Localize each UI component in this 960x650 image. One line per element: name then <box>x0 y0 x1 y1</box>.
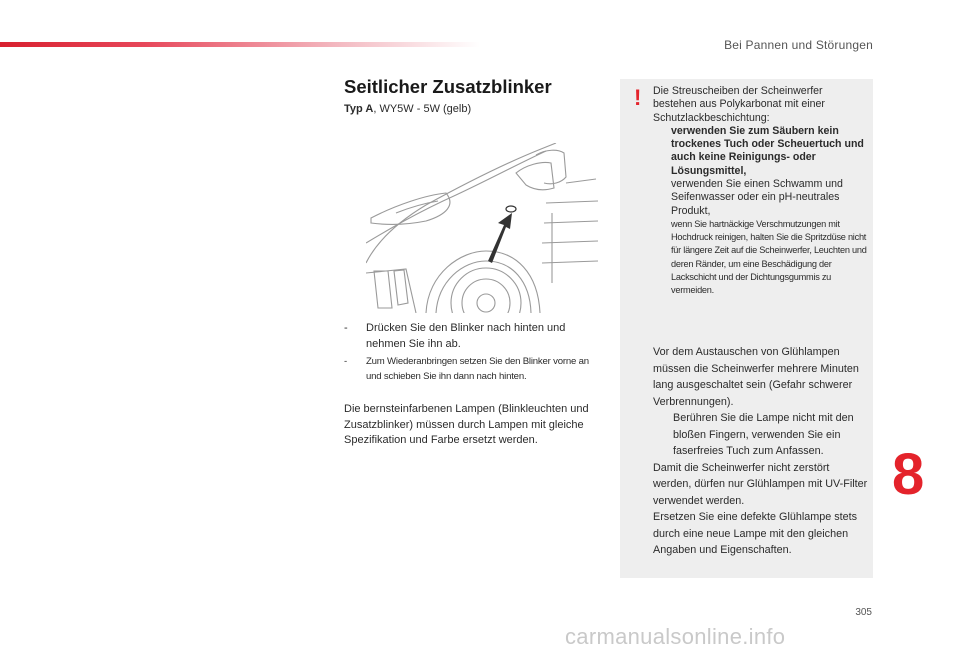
info-paragraph: Ersetzen Sie eine defekte Glühlampe stets durch eine neue Lampe mit den gleichen Angaben und Eigenschaften. <box>653 511 858 556</box>
info-paragraph: Damit die Scheinwerfer nicht zerstört werden, dürfen nur Glühlampen mit UV-Filter verwendet werden. <box>653 461 868 507</box>
bulb-type-line <box>344 103 471 115</box>
warning-icon: ! <box>634 85 642 110</box>
amber-lamp-note: Die bernsteinfarbenen Lampen (Blinkleuchten und Zusatzblinker) müssen durch Lampen mit gleiche Spezifikation und Farbe ersetzt werden. <box>344 403 589 446</box>
step-marker: - <box>344 322 348 334</box>
header-accent-bar <box>0 42 480 47</box>
side-indicator-illustration <box>366 143 598 313</box>
bullet-text: wenn Sie hartnäckige Verschmutzungen mit Hochdruck reinigen, halten Sie die Spritzdüse nicht für längere Zeit auf die Scheinwerfer, Leuchten und deren Ränder, um eine Beschädigung der Lackschicht und der Dichtungsgummis zu vermeiden. <box>671 218 867 295</box>
bullet-marker-icon <box>653 410 673 460</box>
list-item <box>653 125 867 178</box>
list-item <box>653 218 867 297</box>
steps-list <box>344 320 606 386</box>
warning-intro: Die Streuscheiben der Scheinwerfer bestehen aus Polykarbonat mit einer Schutzlackbeschichtung: <box>653 85 825 124</box>
step-text: Zum Wiederanbringen setzen Sie den Blinker vorne an und schieben Sie ihn dann nach hinten. <box>366 356 589 382</box>
list-item <box>344 320 606 352</box>
warning-bullets <box>653 125 867 297</box>
list-item <box>653 178 867 218</box>
bulb-type-label: Typ A <box>344 103 374 115</box>
bullet-text: Berühren Sie die Lampe nicht mit den bloßen Fingern, verwenden Sie ein faserfreies Tuch zum Anfassen. <box>673 412 854 457</box>
bullet-marker-icon <box>653 218 671 297</box>
page-title: Seitlicher Zusatzblinker <box>344 76 552 97</box>
bullet-text: verwenden Sie einen Schwamm und Seifenwasser oder ein pH-neutrales Produkt, <box>671 178 843 217</box>
info-intro: Vor dem Austauschen von Glühlampen müssen die Scheinwerfer mehrere Minuten lang ausgeschaltet sein (Gefahr schwerer Verbrennungen). <box>653 346 859 408</box>
bullet-marker-icon <box>653 125 671 178</box>
chapter-number: 8 <box>892 442 925 507</box>
watermark: carmanualsonline.info <box>565 624 786 649</box>
step-marker: - <box>344 356 347 367</box>
bulb-handling-info <box>653 344 869 559</box>
warning-box <box>620 79 873 578</box>
list-item <box>653 410 869 460</box>
bullet-text: verwenden Sie zum Säubern kein trockenes Tuch oder Scheuertuch und auch keine Reinigungs- oder Lösungsmittel, <box>671 124 864 177</box>
section-title: Bei Pannen und Störungen <box>724 38 873 52</box>
step-text: Drücken Sie den Blinker nach hinten und nehmen Sie ihn ab. <box>366 322 566 350</box>
page-number: 305 <box>855 607 872 618</box>
bullet-marker-icon <box>653 178 671 218</box>
warning-text <box>653 85 867 297</box>
list-item <box>344 354 606 384</box>
bulb-type-value: , WY5W - 5W (gelb) <box>373 103 472 115</box>
